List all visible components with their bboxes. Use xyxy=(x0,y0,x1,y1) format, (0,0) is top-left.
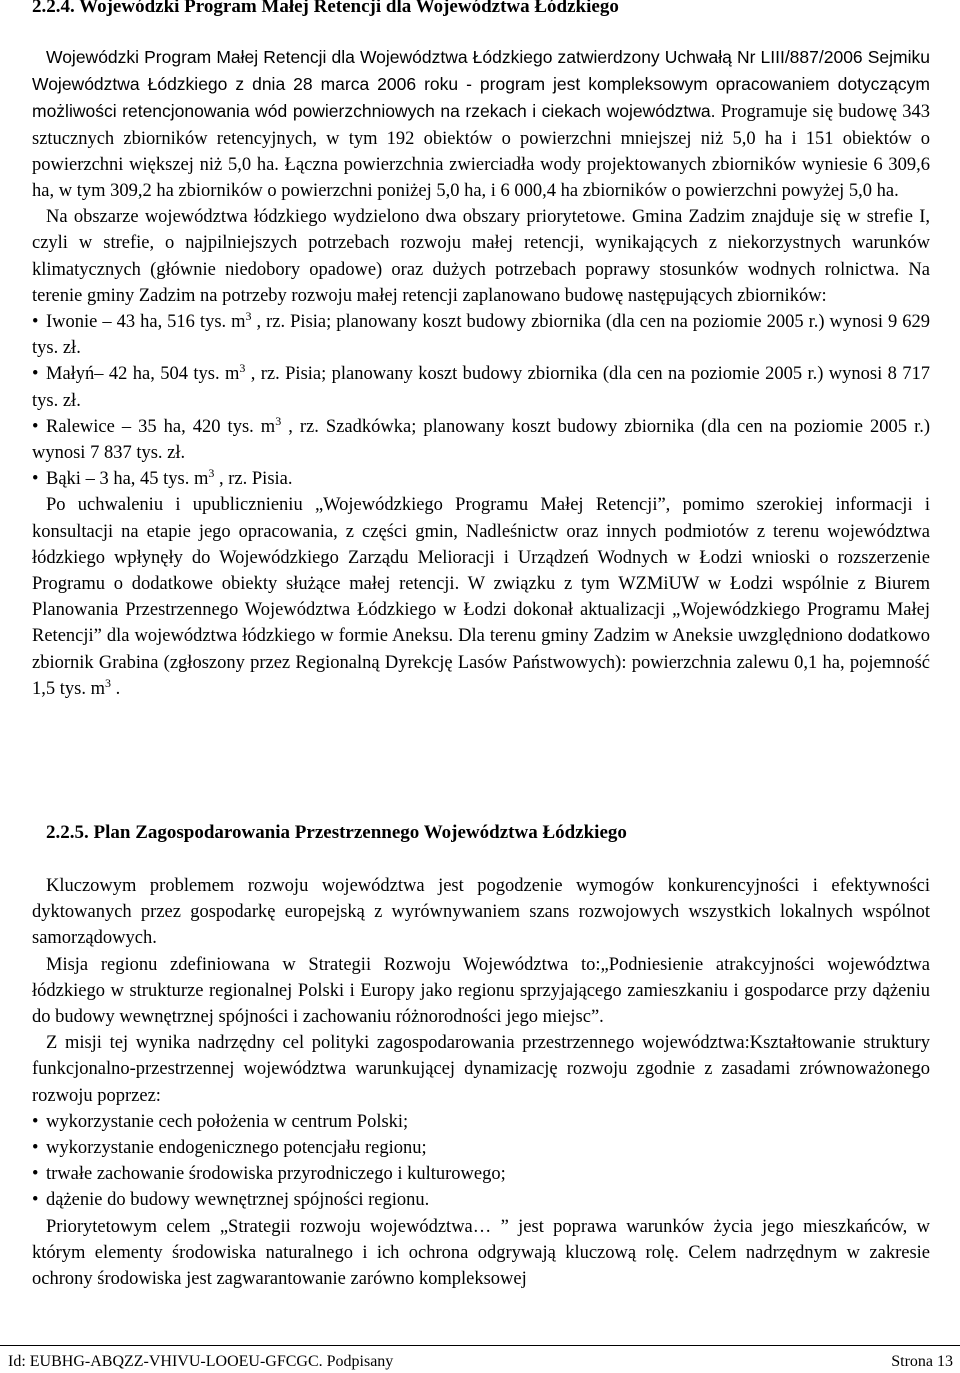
paragraph-key-problem: Kluczowym problemem rozwoju województwa jest pogodzenie wymogów konkurencyjności i efektywności dyktowanych przez gospodarkę europejską z wyrównywaniem szans rozwojowych wszystkich lokalnych wspólnot samorządowych. xyxy=(32,876,930,949)
paragraph-serif-part: Programuje się budowę 343 sztucznych zbiorników retencyjnych, w tym 192 obiektów o powierzchni mniejszej niż 5,0 ha i 151 obiektów o powierzchni większej niż 5,0 ha. Łączna powierzchnia zwierciadła wody projektowanych zbiorników wyniesie 6 309,6 ha, w tym 309,2 ha zbiorników o powierzchni poniżej 5,0 ha, i 6 000,4 ha zbiorników o powierzchni powyżej 5,0 ha. xyxy=(32,102,930,202)
paragraph-program-intro xyxy=(32,44,930,204)
paragraph-sans-part: Wojewódzki Program Małej Retencji dla Województwa Łódzkiego zatwierdzony Uchwałą Nr LIII/887/2006 Sejmiku Województwa Łódzkiego z dnia 28 marca 2006 roku - program jest kompleksowym opracowaniem dotyczącym możliwości retencjonowania wód powierzchniowych na rzekach i ciekach województwa. xyxy=(32,47,930,122)
paragraph-annex: Po uchwaleniu i upublicznieniu „Wojewódzkiego Programu Małej Retencji”, pomimo szerokiej informacji i konsultacji na etapie jego opracowania, z części gmin, Nadleśnictw oraz innych podmiotów z terenu województwa łódzkiego wpłynęły do Wojewódzkiego Zarządu Melioracji i Urządzeń Wodnych w Łodzi wnioski o rozszerzenie Programu o dodatkowe obiekty służące małej retencji. W związku z tym WZMiUW w Łodzi wspólnie z Biurem Planowania Przestrzennego Województwa Łódzkiego w Łodzi dokonał aktualizacji „Wojewódzkiego Programu Małej Retencji” dla województwa łódzkiego w formie Aneksu. Dla terenu gminy Zadzim w Aneksie uwzględniono dodatkowo zbiornik Grabina (zgłoszony przez Regionalną Dyrekcję Lasów Państwowych): powierzchnia zalewu 0,1 ha, pojemność 1,5 tys. $m^3$ . xyxy=(32,495,930,699)
document-id: Id: EUBHG-ABQZZ-VHIVU-LOOEU-GFCGC. Podpisany xyxy=(8,1353,394,1370)
list-item-reservoir: • Małyń– 42 ha, 504 tys. $m^3$ , rz. Pisia; planowany koszt budowy zbiornika (dla cen na poziomie 2005 r.) wynosi 8 717 tys. zł. xyxy=(32,361,930,413)
list-item-goal: • dążenie do budowy wewnętrznej spójności regionu. xyxy=(32,1187,930,1213)
page-footer xyxy=(0,1345,960,1370)
list-item-reservoir: • Iwonie – 43 ha, 516 tys. $m^3$ , rz. Pisia; planowany koszt budowy zbiornika (dla cen na poziomie 2005 r.) wynosi 9 629 tys. zł. xyxy=(32,309,930,361)
section-heading-2-2-5: 2.2.5. Plan Zagospodarowania Przestrzennego Województwa Łódzkiego xyxy=(46,822,627,843)
section-2-body xyxy=(32,873,930,1292)
page-number: Strona 13 xyxy=(891,1353,953,1370)
paragraph-priority-areas: Na obszarze województwa łódzkiego wydzielono dwa obszary priorytetowe. Gmina Zadzim znajduje się w strefie I, czyli w strefie, o najpilniejszych potrzebach rozwoju małej retencji, wynikających z niekorzystnych warunków klimatycznych (głównie niedobory opadowe) oraz dużych potrzebach poprawy stosunków wodnych rolnictwa. Na terenie gminy Zadzim na potrzeby rozwoju małej retencji zaplanowano budowę następujących zbiorników: xyxy=(32,207,930,306)
list-item-goal: • wykorzystanie endogenicznego potencjału regionu; xyxy=(32,1135,930,1161)
paragraph-mission: Misja regionu zdefiniowana w Strategii Rozwoju Województwa to:„Podniesienie atrakcyjności województwa łódzkiego w strukturze regionalnej Polski i Europy jako regionu sprzyjającego zamieszkaniu i gospodarce przy dążeniu do budowy wewnętrznej spójności i zachowaniu różnorodności jego miejsc”. xyxy=(32,954,930,1028)
section-1-body xyxy=(32,44,930,702)
list-item-goal: • wykorzystanie cech położenia w centrum Polski; xyxy=(32,1109,930,1135)
list-item-goal: • trwałe zachowanie środowiska przyrodniczego i kulturowego; xyxy=(32,1161,930,1187)
list-item-reservoir: • Bąki – 3 ha, 45 tys. $m^3$ , rz. Pisia. xyxy=(32,466,930,492)
section-heading-2-2-4: 2.2.4. Wojewódzki Program Małej Retencji dla Województwa Łódzkiego xyxy=(32,0,619,17)
list-item-reservoir: • Ralewice – 35 ha, 420 tys. $m^3$ , rz. Szadkówka; planowany koszt budowy zbiornika (dla cen na poziomie 2005 r.) wynosi 7 837 tys. zł. xyxy=(32,414,930,466)
paragraph-goal: Z misji tej wynika nadrzędny cel polityki zagospodarowania przestrzennego województwa:Kształtowanie struktury funkcjonalno-przestrzennej województwa warunkującej dynamizację rozwoju zgodnie z zasadami zrównoważonego rozwoju poprzez: xyxy=(32,1033,930,1106)
paragraph-priority-goal: Priorytetowym celem „Strategii rozwoju województwa… ” jest poprawa warunków życia jego mieszkańców, w którym elementy środowiska naturalnego i ich ochrona odgrywają kluczową rolę. Celem nadrzędnym w zakresie ochrony środowiska jest zagwarantowanie zarówno kompleksowej xyxy=(32,1216,930,1290)
